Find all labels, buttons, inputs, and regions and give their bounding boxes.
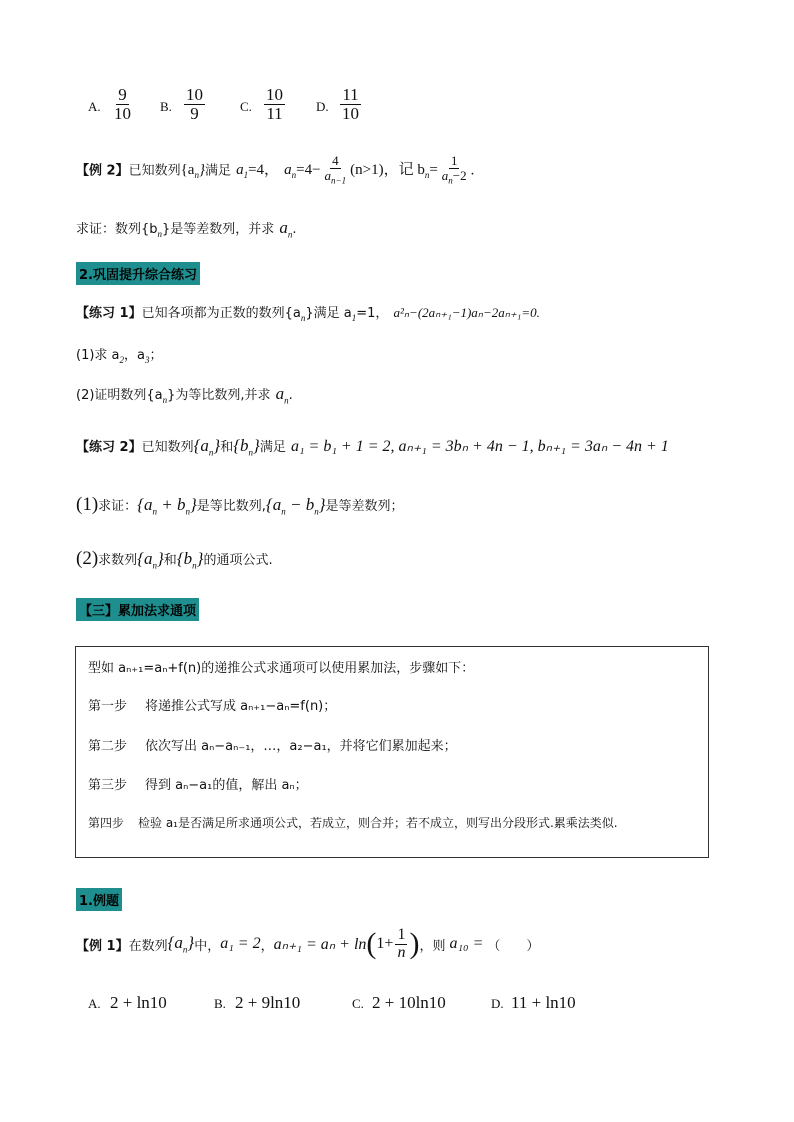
practice-1-statement: 【练习 1】已知各项都为正数的数列$\{a_n\}$满足 $a_1=1$， a²ₙ−(2aₙ₊₁−1)aₙ−2aₙ₊₁=0. [76,305,540,323]
practice-2-formula: a₁ = b₁ + 1 = 2, aₙ₊₁ = 3bₙ + 4n − 1, bₙ₊₁ = 3aₙ − 4n + 1 [290,438,669,455]
choice-b-value: 2 + 9ln10 [235,993,301,1012]
fraction-1-over-an-2: $\frac{1}{a_n-2}$ [441,153,467,186]
choice-b-fraction: $\frac{10}{9}$ [186,85,203,123]
choice-b-label: B. [160,99,172,114]
choice-c-fraction: $\frac{10}{11}$ [266,85,283,123]
section-heading-examples: 1.例题 [76,888,122,911]
method-intro: 型如 aₙ₊₁=aₙ+f(n)的递推公式求通项可以使用累加法，步骤如下： [88,661,475,676]
method-step-3: 第三步 得到 aₙ−a₁的值，解出 aₙ； [88,778,308,793]
section-heading-practice: 2.巩固提升综合练习 [76,262,200,285]
choice-d-label: D. [316,99,329,114]
choice-d-value: 11 + ln10 [511,993,576,1012]
example-tag: 【例 2】 [76,163,129,179]
method-step-1: 第一步 将递推公式写成 aₙ₊₁−aₙ=f(n)； [88,699,337,714]
method-box [75,646,709,858]
method-step-4: 第四步 检验 a₁是否满足所求通项公式，若成立，则合并；若不成立，则写出分段形式.累乘法类似. [88,816,618,830]
choice-d-fraction: $\frac{11}{10}$ [342,85,359,123]
practice-2-q2: (2)求数列$\{a_n\}$和$\{b_n\}$的通项公式. [76,548,273,571]
example-1-statement: 【例 1】 在数列 $\{a_n\}$ 中， a₁ = 2 ， aₙ₊₁ = aₙ + ln ( 1+ $\frac{1}{n}$ ) ，则 a₁₀ = （ ） [76,925,540,961]
choice-c-label: C. [352,996,364,1011]
practice-tag: 【练习 2】 [76,440,142,455]
practice-1-formula: a²ₙ−(2aₙ₊₁−1)aₙ−2aₙ₊₁=0. [393,305,540,320]
choice-a-value: 2 + ln10 [110,993,167,1012]
example-2-statement: 【例 2】已知数列$\{a_n\}$满足 $a_1=4$， $a_n=4-$ $\frac{4}{a_{n-1}}$ (n>1)，记 $b_n=$ $\frac{1}{a_n-2}$ . [76,153,475,186]
example-2-prove: 求证：数列$\{b_n\}$是等差数列，并求 $a_n$. [76,218,297,240]
section-heading-cumulative-sum: 【三】累加法求通项 [76,598,199,621]
practice-2-statement: 【练习 2】已知数列$\{a_n\}$和$\{b_n\}$满足 a₁ = b₁ + 1 = 2, aₙ₊₁ = 3bₙ + 4n − 1, bₙ₊₁ = 3aₙ − 4n + 1 [76,436,669,458]
answer-blank: （ ） [487,938,540,954]
practice-1-q1: (1)求 $a_2$，$a_3$； [76,348,163,365]
example-1-recurrence: aₙ₊₁ = aₙ + ln [273,936,367,953]
practice-tag: 【练习 1】 [76,306,142,321]
practice-1-q2: (2)证明数列$\{a_n\}$为等比数列,并求 $a_n$. [76,384,293,406]
choice-b-label: B. [214,996,226,1011]
choice-d-label: D. [491,996,504,1011]
fraction-4-over-an-1: $\frac{4}{a_{n-1}}$ [324,153,347,186]
fraction-1-over-n: $\frac{1}{n}$ [397,925,406,961]
example-1-initial: a₁ = 2 [220,935,261,952]
example-tag: 【例 1】 [76,938,129,954]
top-choices [88,86,408,130]
choice-a-fraction: $\frac{9}{10}$ [114,85,131,123]
method-step-2: 第二步 依次写出 aₙ−aₙ₋₁，…，a₂−a₁，并将它们累加起来； [88,739,457,754]
choice-c-label: C. [240,99,252,114]
choice-a-label: A. [88,996,101,1011]
practice-2-q1: (1)求证：$\{a_n + b_n\}$是等比数列$,\{a_n - b_n\}$是等差数列； [76,494,404,517]
choice-a-label: A. [88,99,101,114]
choice-c-value: 2 + 10ln10 [372,993,446,1012]
example-1-choices [88,993,648,1017]
